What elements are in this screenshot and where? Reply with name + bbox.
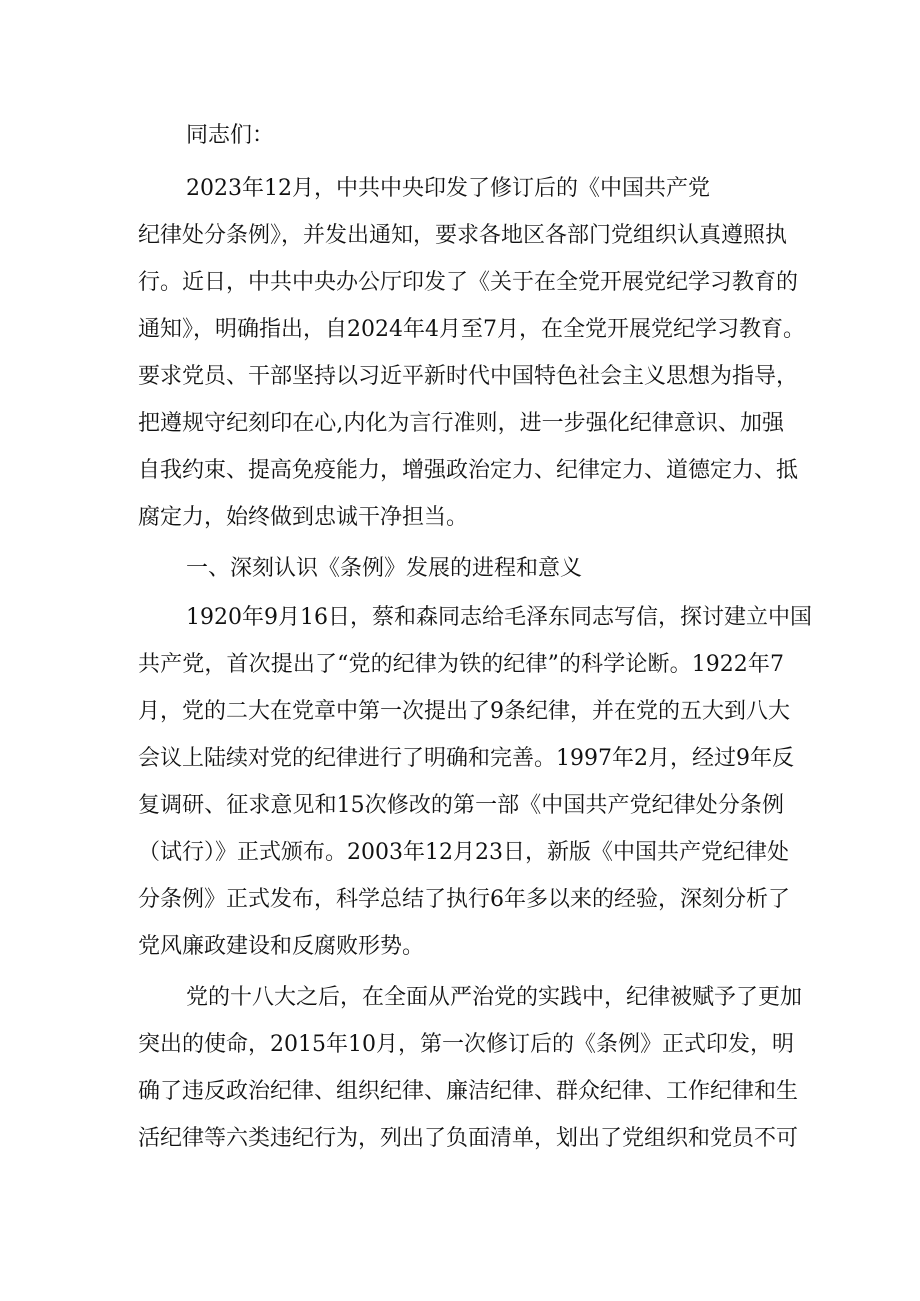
paragraph-3-line-2: 突出的使命，2015年10月，第一次修订后的《条例》正式印发，明 (138, 1032, 794, 1057)
paragraph-1-line-3: 行。近日，中共中央办公厅印发了《关于在全党开展党纪学习教育的 (138, 270, 799, 295)
paragraph-2-line-2: 共产党，首次提出了“党的纪律为铁的纪律”的科学论断。1922年7 (138, 652, 784, 677)
paragraph-3-line-4: 活纪律等六类违纪行为，列出了负面清单，划出了党组织和党员不可 (138, 1126, 799, 1151)
paragraph-2-line-3: 月，党的二大在党章中第一次提出了9条纪律，并在党的五大到八大 (138, 699, 790, 724)
paragraph-1-line-8: 腐定力，始终做到忠诚干净担当。 (138, 505, 469, 530)
paragraph-3-line-3: 确了违反政治纪律、组织纪律、廉洁纪律、群众纪律、工作纪律和生 (138, 1079, 799, 1104)
salutation: 同志们： (186, 123, 275, 148)
paragraph-2-line-4: 会议上陆续对党的纪律进行了明确和完善。1997年2月，经过9年反 (138, 746, 794, 771)
paragraph-1-line-4: 通知》，明确指出，自2024年4月至7月，在全党开展党纪学习教育。 (138, 317, 805, 342)
paragraph-1-line-5: 要求党员、干部坚持以习近平新时代中国特色社会主义思想为指导， (138, 364, 799, 389)
paragraph-2-line-5: 复调研、征求意见和15次修改的第一部《中国共产党纪律处分条例 (138, 793, 784, 818)
paragraph-1-line-6: 把遵规守纪刻印在心,内化为言行准则，进一步强化纪律意识、加强 (138, 411, 784, 436)
section-heading: 一、深刻认识《条例》发展的进程和意义 (186, 556, 583, 581)
paragraph-2-line-6: （试行）》正式颁布。2003年12月23日，新版《中国共产党纪律处 (138, 840, 789, 865)
paragraph-1-line-2: 纪律处分条例》，并发出通知，要求各地区各部门党组织认真遵照执 (138, 223, 788, 248)
paragraph-2-line-8: 党风廉政建设和反腐败形势。 (138, 934, 425, 959)
paragraph-3-line-1: 党的十八大之后，在全面从严治党的实践中，纪律被赋予了更加 (186, 985, 803, 1010)
paragraph-1-line-7: 自我约束、提高免疫能力，增强政治定力、纪律定力、道德定力、抵 (138, 458, 799, 483)
paragraph-2-line-7: 分条例》正式发布，科学总结了执行6年多以来的经验，深刻分析了 (138, 887, 790, 912)
paragraph-2-line-1: 1920年9月16日，蔡和森同志给毛泽东同志写信，探讨建立中国 (186, 605, 812, 630)
paragraph-1-line-1: 2023年12月，中共中央印发了修订后的《中国共产党 (186, 176, 710, 201)
